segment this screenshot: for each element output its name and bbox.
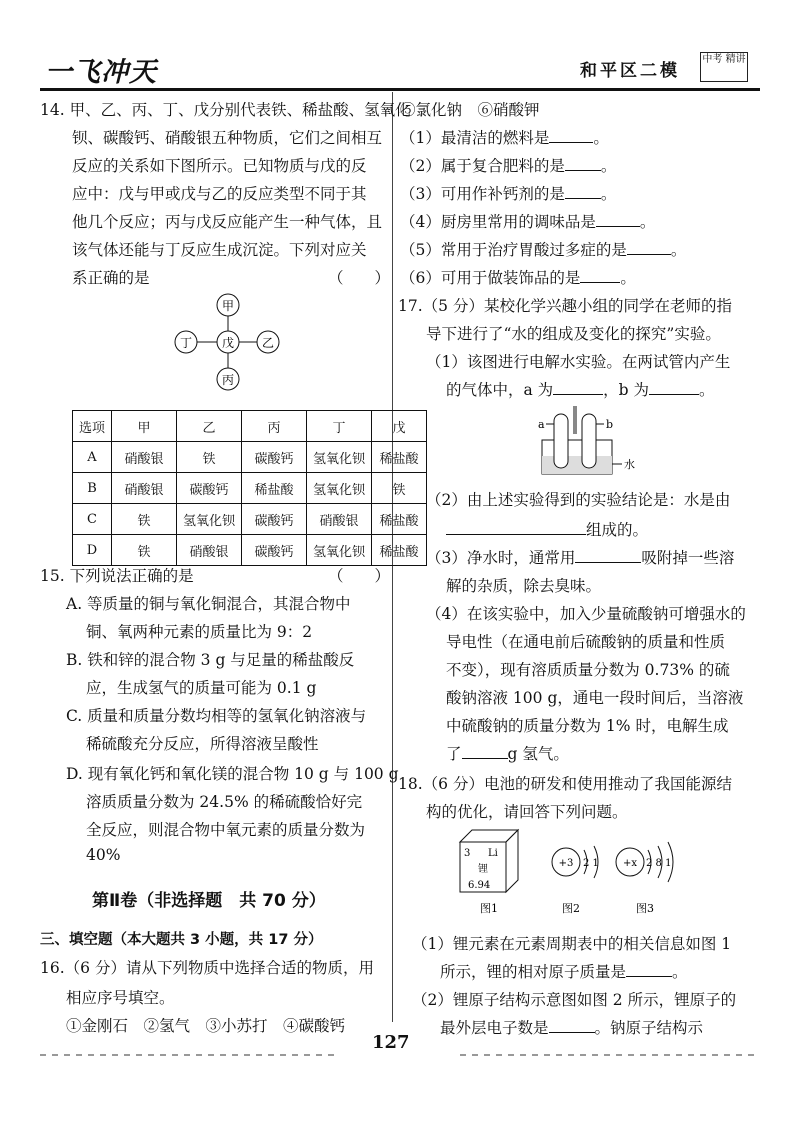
- figure-2-lithium-structure: [552, 846, 599, 915]
- q17-line: [426, 546, 734, 568]
- table-header-cell: 选项: [73, 411, 112, 442]
- q18-text: 。钠原子结构示: [594, 1019, 704, 1037]
- q17-line: 的气体中，a 为 ，b 为 。: [446, 378, 715, 400]
- logo-stamp: 中考 精讲: [700, 52, 748, 82]
- q17-line: [446, 518, 648, 540]
- table-header-cell: 戊: [372, 411, 427, 442]
- section3-title: 三、填空题（本大题共 3 小题，共 17 分）: [40, 932, 323, 948]
- table-cell: D: [73, 535, 112, 566]
- q18-line: （2）锂原子结构示意图如图 2 所示，锂原子的: [412, 991, 737, 1009]
- table-cell: 碳酸钙: [242, 442, 307, 473]
- q15-option-line: A. 等质量的铜与氧化铜混合，其混合物中: [66, 595, 351, 613]
- table-cell: B: [73, 473, 112, 504]
- table-cell: 铁: [112, 504, 177, 535]
- node-left: 丁: [179, 336, 193, 350]
- footer-noise: [40, 1054, 340, 1056]
- q17-line: （2）由上述实验得到的实验结论是：水是由: [426, 491, 731, 509]
- q14-line: 反应的关系如下图所示。已知物质与戊的反: [72, 157, 367, 175]
- q16-item: （5）常用于治疗胃酸过多症的是 。: [400, 238, 686, 260]
- table-cell: 硝酸银: [177, 535, 242, 566]
- table-row: [73, 442, 427, 473]
- q18-line: [440, 1016, 703, 1038]
- q17-line: 酸钠溶液 100 g，通电一段时间后，当溶液: [446, 689, 744, 707]
- node-top: 甲: [221, 299, 235, 313]
- table-cell: 稀盐酸: [372, 504, 427, 535]
- answer-blank[interactable]: [649, 379, 699, 396]
- q16-item-text: （3）可用作补钙剂的是: [400, 185, 565, 203]
- table-cell: 硝酸银: [112, 442, 177, 473]
- element-symbol: Li: [488, 848, 498, 859]
- brand-title: 一飞冲天: [45, 57, 157, 88]
- q14-line: 该气体还能与丁反应生成沉淀。下列对应关: [72, 241, 367, 259]
- exam-region: 和平区二模: [580, 61, 680, 81]
- table-cell: 硝酸银: [307, 504, 372, 535]
- q16-item: （3）可用作补钙剂的是 。: [400, 182, 616, 204]
- q17-text: 的气体中，a 为: [446, 381, 554, 399]
- table-cell: C: [73, 504, 112, 535]
- answer-paren: （ ）: [328, 567, 391, 585]
- q17-line: 导下进行了“水的组成及变化的探究”实验。: [426, 325, 721, 343]
- nucleus-charge: +x: [622, 858, 638, 869]
- q17-line: （4）在该实验中，加入少量硫酸钠可增强水的: [426, 605, 746, 623]
- figure-3-sodium-structure: [616, 842, 673, 915]
- q17-line: [446, 742, 569, 764]
- q17-line: 导电性（在通电前后硫酸钠的质量和性质: [446, 633, 726, 651]
- answer-blank[interactable]: [549, 1017, 595, 1034]
- table-cell: 氢氧化钡: [307, 442, 372, 473]
- part2-title: 第Ⅱ卷（非选择题 共 70 分）: [92, 891, 326, 911]
- q15-option-line: 稀硫酸充分反应，所得溶液呈酸性: [86, 735, 319, 753]
- footer-noise: [460, 1054, 760, 1056]
- label-b: b: [606, 418, 614, 431]
- q14-line: 他几个反应；丙与戊反应能产生一种气体，且: [72, 213, 383, 231]
- answer-blank[interactable]: [580, 267, 620, 284]
- table-cell: 稀盐酸: [372, 442, 427, 473]
- figure-caption: 图2: [562, 902, 580, 915]
- q16-item-text: （4）厨房里常用的调味品是: [400, 213, 596, 231]
- table-cell: 氢氧化钡: [307, 535, 372, 566]
- answer-blank[interactable]: [553, 379, 603, 396]
- table-row: [73, 504, 427, 535]
- q15-option-line: 溶质质量分数为 24.5% 的稀硫酸恰好完: [86, 793, 363, 811]
- q18-text: 。: [672, 963, 688, 981]
- answer-blank[interactable]: [626, 961, 672, 978]
- table-header-cell: 乙: [177, 411, 242, 442]
- answer-blank[interactable]: [549, 127, 593, 144]
- q16-item: （4）厨房里常用的调味品是 。: [400, 210, 655, 232]
- q14-line: 应中：戊与甲或戊与乙的反应类型不同于其: [72, 185, 367, 203]
- q14-line: 钡、碳酸钙、硝酸银五种物质，它们之间相互: [72, 129, 383, 147]
- table-header-cell: 丁: [307, 411, 372, 442]
- table-row: [73, 473, 427, 504]
- q17-text: 吸附掉一些溶: [641, 549, 735, 567]
- q16-item: （1）最清洁的燃料是 。: [400, 126, 609, 148]
- figure-1-element-card: [460, 830, 518, 915]
- q15-option-line: 40%: [86, 846, 121, 864]
- table-cell: 稀盐酸: [372, 535, 427, 566]
- q17-text: g 氢气。: [507, 745, 569, 763]
- q15-option-line: 全反应，则混合物中氧元素的质量分数为: [86, 821, 366, 839]
- q16-item-text: （5）常用于治疗胃酸过多症的是: [400, 241, 627, 259]
- q16-line: ①金刚石 ②氢气 ③小苏打 ④碳酸钙: [66, 1017, 346, 1035]
- shell-electrons: 2 1: [583, 858, 599, 869]
- table-row: [73, 535, 427, 566]
- page-number: 127: [372, 1032, 410, 1053]
- q16-item: （6）可用于做装饰品的是 。: [400, 266, 636, 288]
- label-a: a: [538, 418, 545, 431]
- q14-line: 14. 甲、乙、丙、丁、戊分别代表铁、稀盐酸、氢氧化: [40, 101, 411, 119]
- node-center: 戊: [221, 336, 235, 350]
- table-cell: 铁: [177, 442, 242, 473]
- nucleus-charge: +3: [558, 858, 574, 869]
- atomic-number: 3: [464, 848, 471, 859]
- relation-diagram: [170, 292, 290, 392]
- answer-blank[interactable]: [565, 183, 601, 200]
- table-cell: 氢氧化钡: [307, 473, 372, 504]
- table-cell: 铁: [112, 535, 177, 566]
- table-header-cell: 甲: [112, 411, 177, 442]
- q18-text: 所示，锂的相对原子质量是: [440, 963, 627, 981]
- table-cell: 碳酸钙: [242, 535, 307, 566]
- q15-option-line: B. 铁和锌的混合物 3 g 与足量的稀盐酸反: [66, 651, 355, 669]
- q15-option-line: C. 质量和质量分数均相等的氢氧化钠溶液与: [66, 707, 367, 725]
- answer-paren: （ ）: [328, 269, 391, 287]
- q17-text: （3）净水时，通常用: [426, 549, 576, 567]
- q16-line: 16.（6 分）请从下列物质中选择合适的物质，用: [40, 959, 374, 977]
- header-rule: [40, 88, 760, 91]
- q18-line: 构的优化，请回答下列问题。: [426, 803, 628, 821]
- table-header-row: [73, 411, 427, 442]
- table-cell: 碳酸钙: [177, 473, 242, 504]
- q15-option-line: D. 现有氧化钙和氧化镁的混合物 10 g 与 100 g: [66, 765, 399, 783]
- label-water: 水: [624, 458, 635, 471]
- q16-line: 相应序号填空。: [66, 989, 175, 1007]
- answer-blank[interactable]: [627, 239, 671, 256]
- answer-blank[interactable]: [596, 211, 640, 228]
- options-table: [72, 410, 427, 566]
- answer-blank[interactable]: [446, 519, 586, 536]
- answer-blank[interactable]: [462, 743, 508, 760]
- q14-line: 系正确的是: [72, 269, 150, 287]
- q15-option-line: 应，生成氢气的质量可能为 0.1 g: [86, 679, 317, 697]
- figure-caption: 图3: [636, 902, 654, 915]
- q17-text: 组成的。: [586, 521, 649, 539]
- q17-text: ，b 为: [603, 381, 650, 399]
- q16-line: ⑤氯化钠 ⑥硝酸钾: [400, 101, 540, 119]
- q17-line: 中硫酸钠的质量分数为 1% 时，电解生成: [446, 717, 729, 735]
- answer-blank[interactable]: [575, 547, 641, 564]
- q16-item-text: （6）可用于做装饰品的是: [400, 269, 581, 287]
- q18-line: [440, 960, 688, 982]
- q15-option-line: 铜、氧两种元素的质量比为 9：2: [86, 623, 313, 641]
- table-cell: A: [73, 442, 112, 473]
- answer-blank[interactable]: [565, 155, 601, 172]
- table-cell: 硝酸银: [112, 473, 177, 504]
- table-cell: 铁: [372, 473, 427, 504]
- q17-line: （1）该图进行电解水实验。在两试管内产生: [426, 353, 731, 371]
- q16-item-text: （2）属于复合肥料的是: [400, 157, 565, 175]
- node-right: 乙: [261, 336, 275, 350]
- node-bottom: 丙: [221, 373, 235, 387]
- atomic-mass: 6.94: [468, 880, 491, 891]
- table-cell: 氢氧化钡: [177, 504, 242, 535]
- q18-line: （1）锂元素在元素周期表中的相关信息如图 1: [412, 935, 732, 953]
- q18-line: 18.（6 分）电池的研发和使用推动了我国能源结: [398, 775, 732, 793]
- table-cell: 稀盐酸: [242, 473, 307, 504]
- table-cell: 碳酸钙: [242, 504, 307, 535]
- q18-text: 最外层电子数是: [440, 1019, 549, 1037]
- q17-line: 不变），现有溶质质量分数为 0.73% 的硫: [446, 661, 730, 679]
- figure-caption: 图1: [480, 902, 498, 915]
- table-header-cell: 丙: [242, 411, 307, 442]
- q15-stem: 15. 下列说法正确的是: [40, 567, 194, 585]
- element-name: 锂: [478, 864, 488, 875]
- electrolysis-apparatus: [530, 404, 640, 480]
- q16-item-text: （1）最清洁的燃料是: [400, 129, 550, 147]
- q18-figures: [450, 828, 690, 918]
- q17-line: 解的杂质，除去臭味。: [446, 577, 602, 595]
- q17-line: 17.（5 分）某校化学兴趣小组的同学在老师的指: [398, 297, 732, 315]
- shell-electrons: 2 8 1: [646, 858, 672, 869]
- q17-text: 了: [446, 745, 462, 763]
- q16-item: （2）属于复合肥料的是 。: [400, 154, 616, 176]
